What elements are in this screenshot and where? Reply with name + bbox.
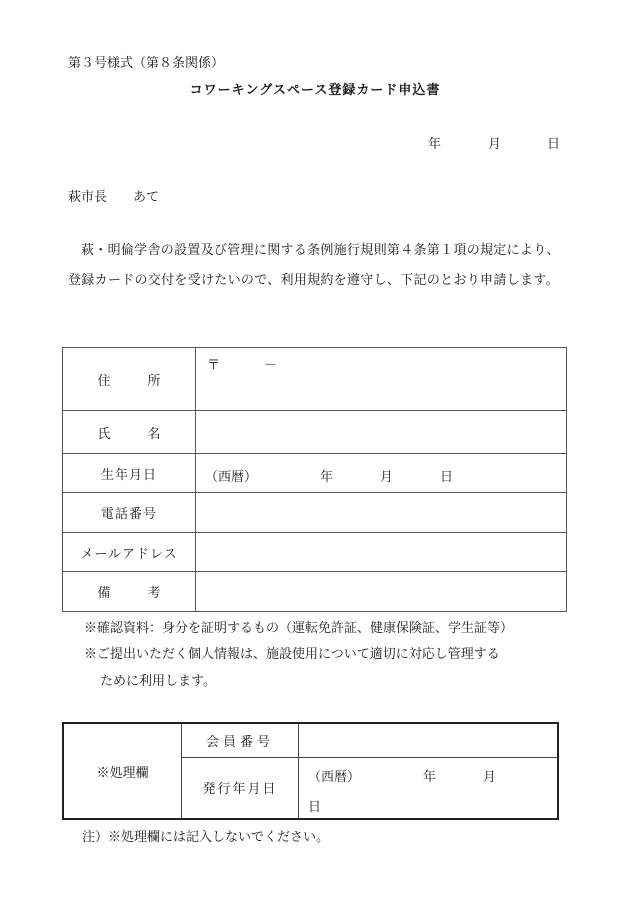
postal-mark: 〒 bbox=[207, 358, 221, 373]
note-privacy-cont: ために利用します。 bbox=[100, 674, 216, 689]
phone-label: 電話番号 bbox=[63, 493, 196, 533]
address-field[interactable] bbox=[196, 348, 567, 411]
note-privacy: ※ご提出いただく個人情報は、施設使用について適切に対応し管理する bbox=[84, 647, 500, 662]
remarks-field[interactable] bbox=[196, 572, 567, 612]
member-no-label: 会員番号 bbox=[182, 723, 299, 757]
addressee-to: 萩市長 bbox=[68, 190, 108, 205]
birthdate-day: 日 bbox=[440, 470, 454, 485]
issue-era: （西暦） bbox=[308, 769, 361, 785]
form-number: 第３号様式（第８条関係） bbox=[68, 56, 225, 71]
address-label: 住 所 bbox=[63, 348, 196, 411]
name-row bbox=[63, 411, 567, 454]
birthdate-label: 生年月日 bbox=[63, 454, 196, 493]
postal-dash: － bbox=[264, 358, 278, 373]
issue-year: 年 bbox=[423, 769, 437, 785]
phone-field[interactable] bbox=[196, 493, 567, 533]
date-day-label: 日 bbox=[547, 137, 561, 152]
addressee-suffix: あて bbox=[133, 190, 160, 205]
birthdate-era: （西暦） bbox=[205, 470, 258, 485]
office-use-header: ※処理欄 bbox=[63, 723, 182, 819]
birthdate-year: 年 bbox=[320, 470, 334, 485]
application-statement: 萩・明倫学舎の設置及び管理に関する条例施行規則第４条第１項の規定により、登録カードの交付を受けたいので、利用規約を遵守し、下記のとおり申請します。 bbox=[68, 243, 560, 288]
issue-month: 月 bbox=[483, 769, 497, 785]
remarks-label: 備 考 bbox=[63, 572, 196, 612]
email-field[interactable] bbox=[196, 533, 567, 572]
note-id-documents: ※確認資料：身分を証明するもの（運転免許証、健康保険証、学生証等） bbox=[84, 621, 514, 636]
issue-date-label: 発行年月日 bbox=[182, 757, 299, 819]
name-field[interactable] bbox=[196, 411, 567, 454]
phone-row bbox=[63, 493, 567, 533]
issue-day: 日 bbox=[308, 799, 322, 815]
member-no-field[interactable] bbox=[299, 723, 559, 757]
member-no-row bbox=[63, 723, 558, 757]
office-use-table bbox=[62, 722, 559, 820]
birthdate-month: 月 bbox=[380, 470, 394, 485]
issue-date-field[interactable] bbox=[299, 757, 559, 819]
email-label: メールアドレス bbox=[63, 533, 196, 572]
page-title: コワーキングスペース登録カード申込書 bbox=[189, 83, 441, 98]
addressee bbox=[68, 186, 159, 205]
date-month-label: 月 bbox=[488, 137, 502, 152]
birthdate-field[interactable] bbox=[196, 454, 567, 493]
name-label: 氏 名 bbox=[63, 411, 196, 454]
footnote: 注）※処理欄には記入しないでください。 bbox=[82, 830, 330, 845]
email-row bbox=[63, 533, 567, 572]
date-year-label: 年 bbox=[428, 137, 442, 152]
address-row bbox=[63, 348, 567, 411]
applicant-table bbox=[62, 347, 567, 612]
remarks-row bbox=[63, 572, 567, 612]
birthdate-row bbox=[63, 454, 567, 493]
